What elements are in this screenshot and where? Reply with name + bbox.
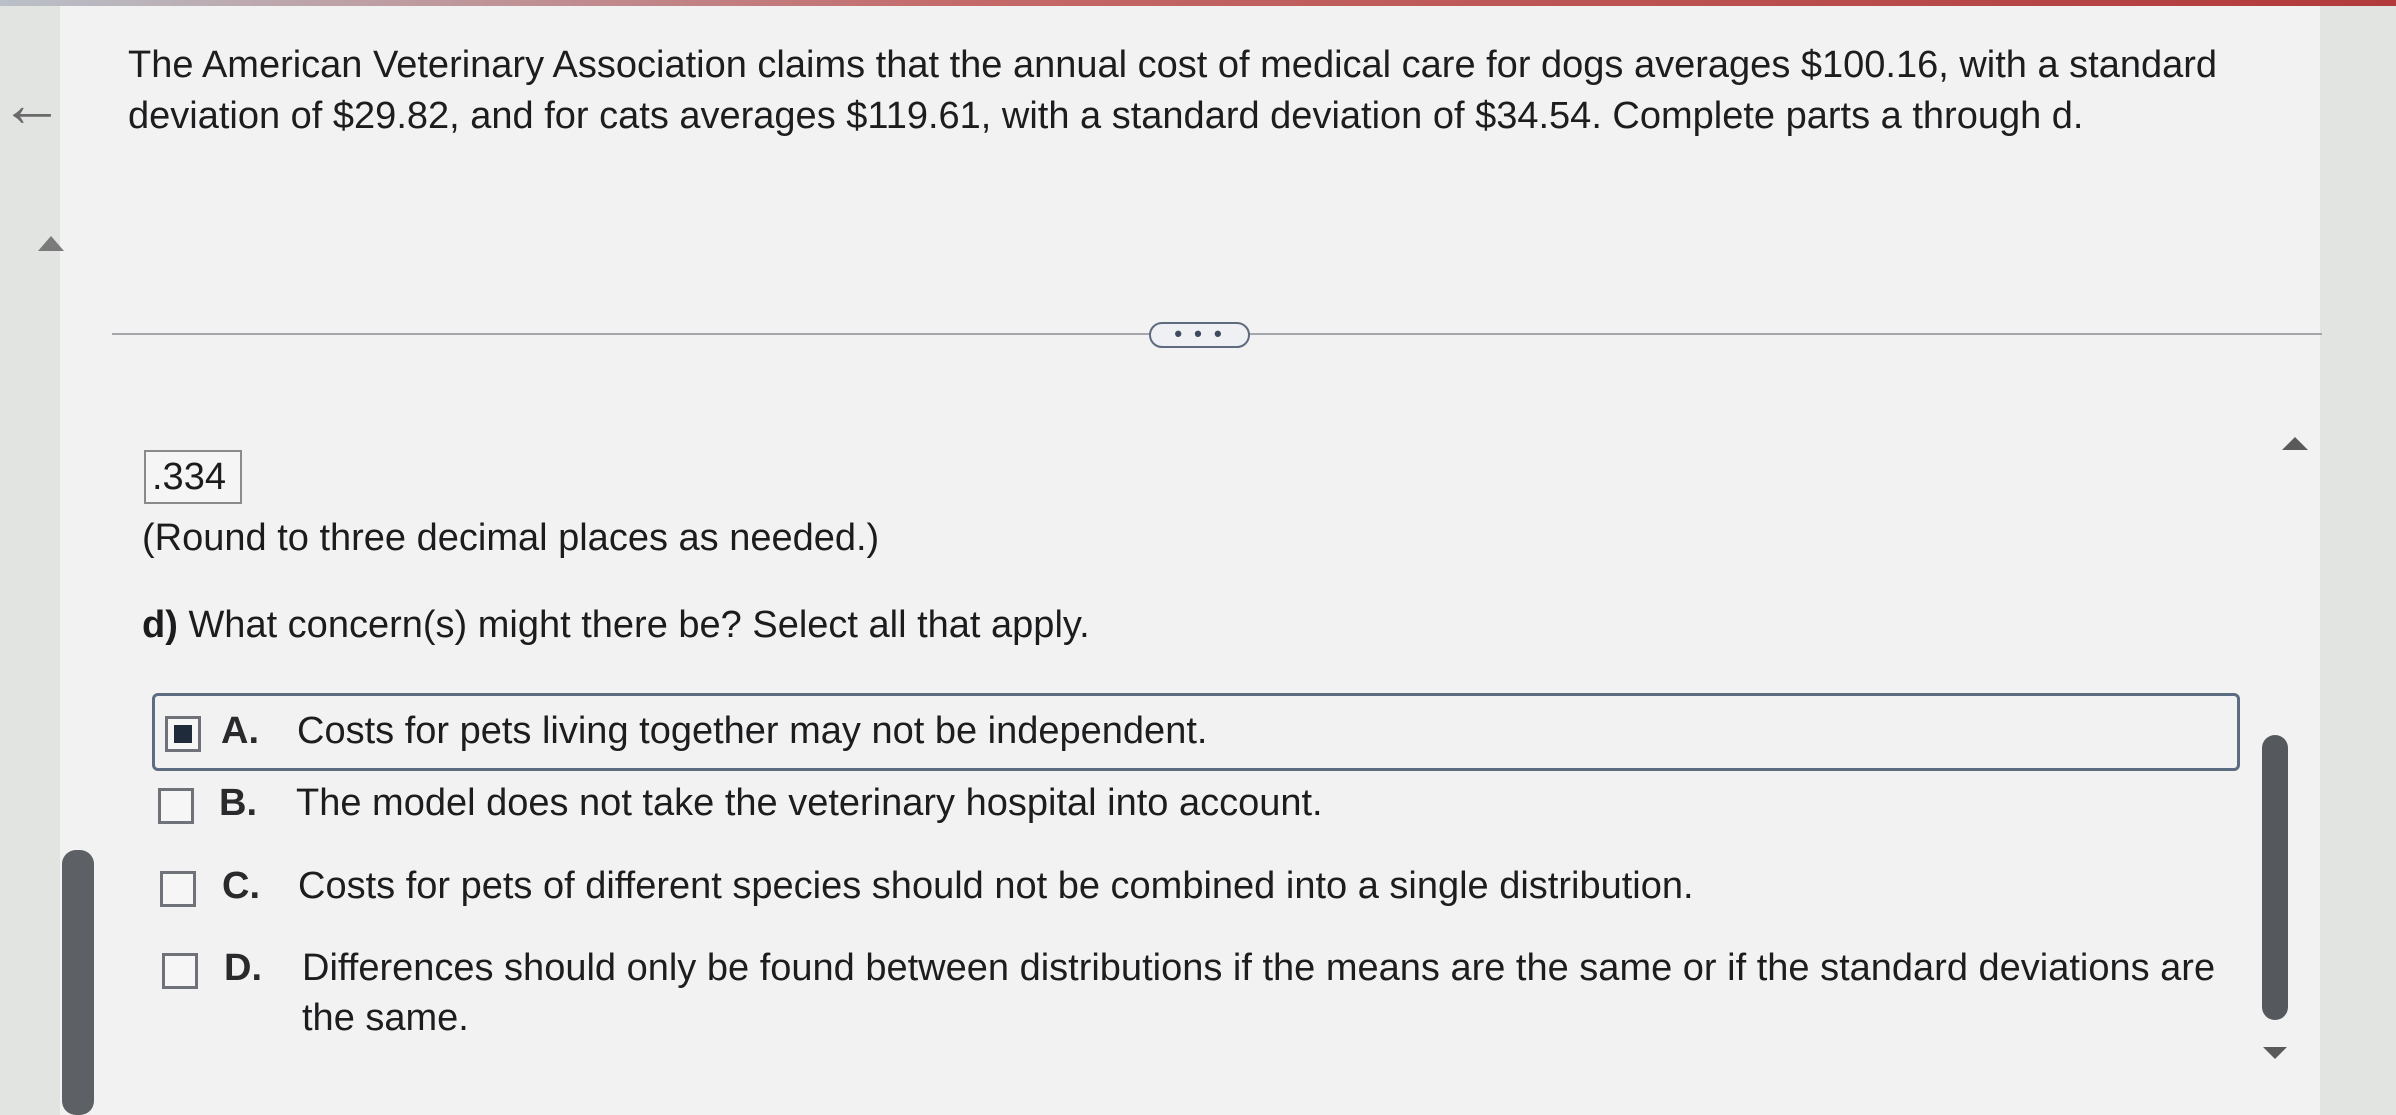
option-a[interactable] bbox=[152, 693, 2240, 771]
option-c-letter: C. bbox=[222, 865, 260, 907]
round-note: (Round to three decimal places as needed.) bbox=[142, 517, 880, 559]
question-prompt: The American Veterinary Association claims that the annual cost of medical care for dogs averages $100.16, with a standard deviation of $29.82, and for cats averages $119.61, with a standard deviation of $34.54. Complete parts a through d. bbox=[128, 44, 2218, 137]
part-d-letter: d) bbox=[142, 604, 178, 646]
option-c-text: Costs for pets of different species should not be combined into a single distribution. bbox=[298, 865, 1694, 907]
part-d-question bbox=[142, 600, 1090, 650]
caret-up-icon[interactable] bbox=[2282, 437, 2308, 450]
option-c-checkbox[interactable] bbox=[160, 871, 196, 907]
caret-up-icon[interactable] bbox=[38, 236, 64, 251]
part-d-prompt: What concern(s) might there be? Select all that apply. bbox=[188, 604, 1090, 646]
show-more-button[interactable]: • • • bbox=[1149, 322, 1250, 348]
option-a-letter: A. bbox=[221, 710, 259, 752]
option-b-letter: B. bbox=[219, 782, 257, 824]
right-scrollbar[interactable] bbox=[2262, 735, 2288, 1020]
option-d-letter: D. bbox=[224, 947, 262, 989]
left-scrollbar[interactable] bbox=[62, 850, 94, 1115]
option-b-checkbox[interactable] bbox=[158, 788, 194, 824]
option-d-text: Differences should only be found between distributions if the means are the same or if the standard deviations are the same. bbox=[302, 947, 2216, 1039]
left-margin bbox=[0, 6, 60, 1115]
option-a-checkbox[interactable] bbox=[165, 716, 201, 752]
part-c-answer-box[interactable]: .334 bbox=[144, 450, 242, 504]
right-margin bbox=[2320, 6, 2396, 1115]
caret-down-icon[interactable] bbox=[2263, 1047, 2287, 1059]
option-a-text: Costs for pets living together may not be independent. bbox=[297, 710, 1208, 752]
back-arrow-icon[interactable]: ← bbox=[0, 68, 64, 140]
option-d-checkbox[interactable] bbox=[162, 953, 198, 989]
option-b-text: The model does not take the veterinary hospital into account. bbox=[296, 782, 1323, 824]
